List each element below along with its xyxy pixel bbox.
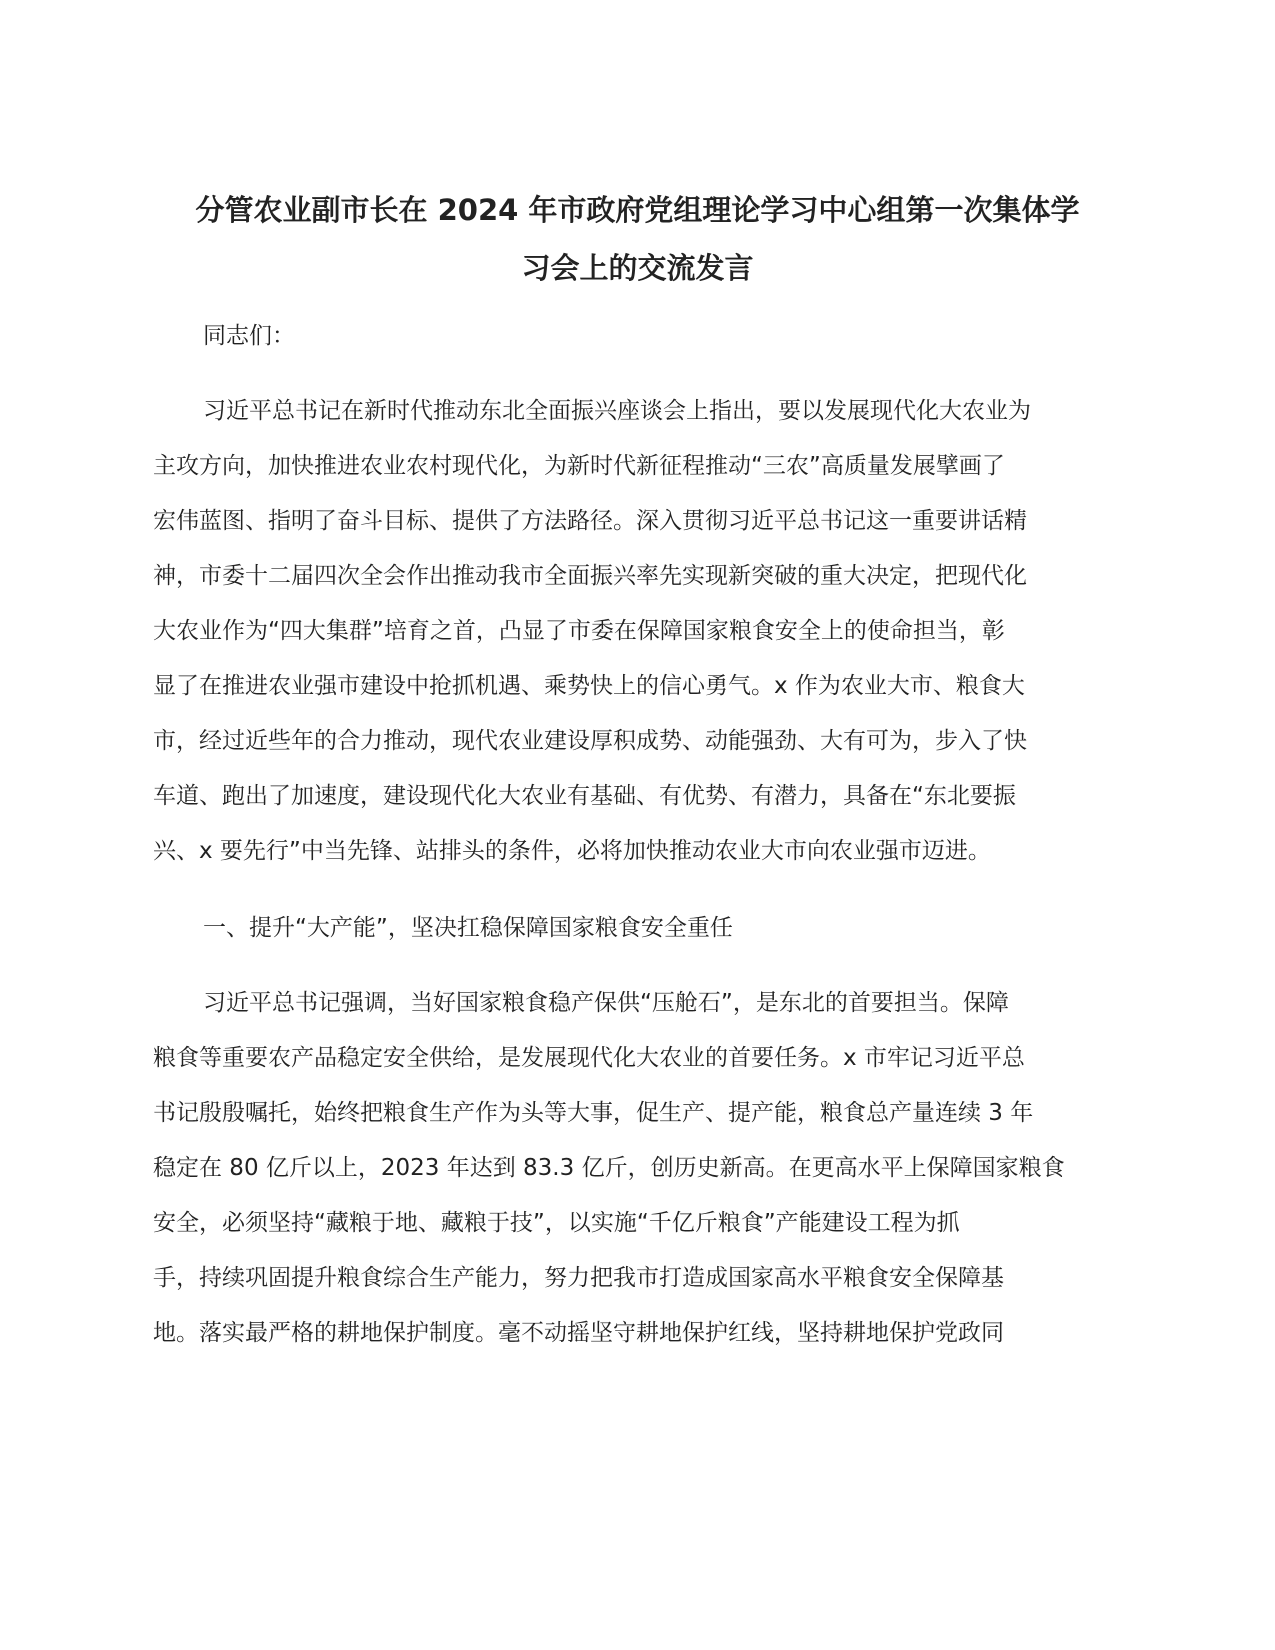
paragraph-1-line: 大农业作为“四大集群”培育之首，凸显了市委在保障国家粮食安全上的使命担当，彰 (153, 618, 1005, 644)
paragraph-2-line: 书记殷殷嘱托，始终把粮食生产作为头等大事，促生产、提产能，粮食总产量连续 3 年 (153, 1100, 1034, 1126)
paragraph-2-line: 习近平总书记强调，当好国家粮食稳产保供“压舱石”，是东北的首要担当。保障 (203, 990, 1009, 1016)
paragraph-1-line: 兴、x 要先行”中当先锋、站排头的条件，必将加快推动农业大市向农业强市迈进。 (153, 838, 991, 864)
paragraph-2-line: 手，持续巩固提升粮食综合生产能力，努力把我市打造成国家高水平粮食安全保障基 (153, 1265, 1004, 1291)
document-title-line-2: 习会上的交流发言 (521, 251, 754, 285)
salutation: 同志们： (203, 323, 295, 349)
paragraph-1-line: 神，市委十二届四次全会作出推动我市全面振兴率先实现新突破的重大决定，把现代化 (153, 563, 1027, 589)
paragraph-1-line: 宏伟蓝图、指明了奋斗目标、提供了方法路径。深入贯彻习近平总书记这一重要讲话精 (153, 508, 1027, 534)
paragraph-2-line: 安全，必须坚持“藏粮于地、藏粮于技”，以实施“千亿斤粮食”产能建设工程为抓 (153, 1210, 960, 1236)
section-heading-1: 一、提升“大产能”，坚决扛稳保障国家粮食安全重任 (203, 915, 733, 941)
paragraph-1-line: 显了在推进农业强市建设中抢抓机遇、乘势快上的信心勇气。x 作为农业大市、粮食大 (153, 673, 1025, 699)
document-title-line-1: 分管农业副市长在 2024 年市政府党组理论学习中心组第一次集体学 (195, 193, 1080, 227)
paragraph-2-line: 粮食等重要农产品稳定安全供给，是发展现代化大农业的首要任务。x 市牢记习近平总 (153, 1045, 1025, 1071)
paragraph-1-line: 车道、跑出了加速度，建设现代化大农业有基础、有优势、有潜力，具备在“东北要振 (153, 783, 1016, 809)
paragraph-1-line: 主攻方向，加快推进农业农村现代化，为新时代新征程推动“三农”高质量发展擘画了 (153, 453, 1005, 479)
paragraph-2-line: 稳定在 80 亿斤以上，2023 年达到 83.3 亿斤，创历史新高。在更高水平上保障国家粮食 (153, 1155, 1065, 1181)
paragraph-2-line: 地。落实最严格的耕地保护制度。毫不动摇坚守耕地保护红线，坚持耕地保护党政同 (153, 1320, 1004, 1346)
paragraph-1-line: 市，经过近些年的合力推动，现代农业建设厚积成势、动能强劲、大有可为，步入了快 (153, 728, 1027, 754)
paragraph-1-line: 习近平总书记在新时代推动东北全面振兴座谈会上指出，要以发展现代化大农业为 (203, 398, 1031, 424)
